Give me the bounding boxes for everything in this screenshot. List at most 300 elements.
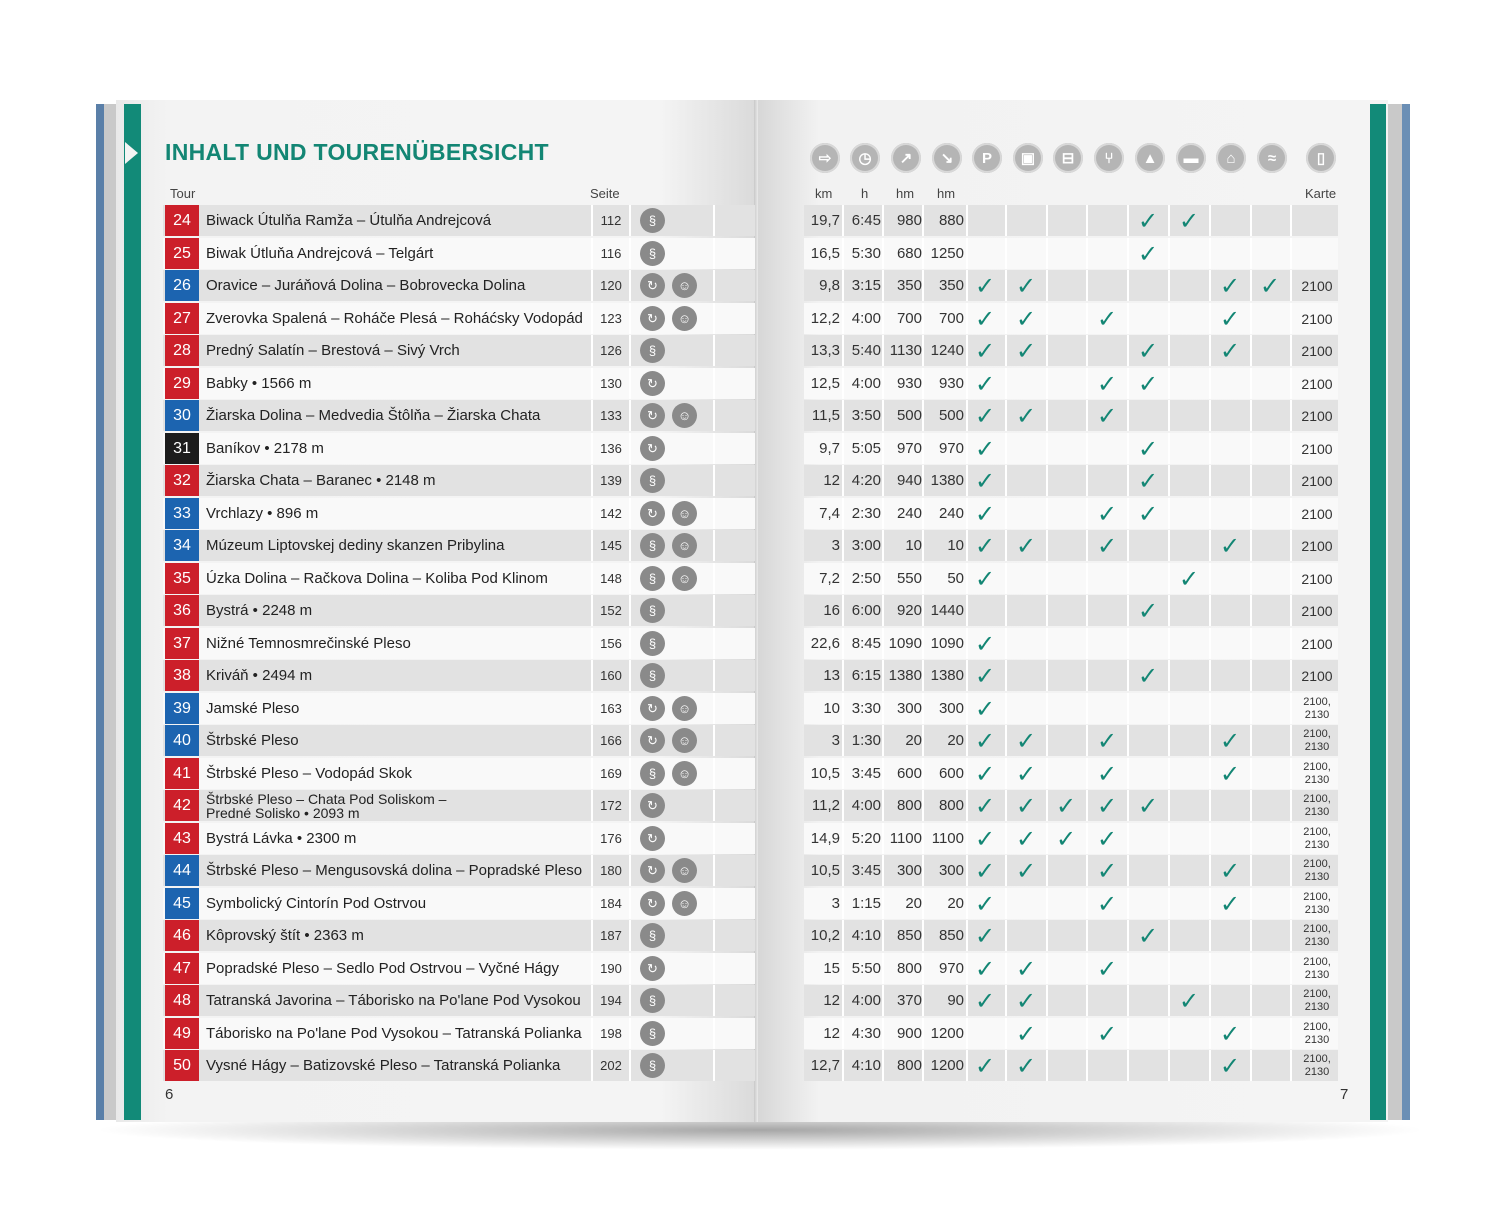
col-divider (1290, 823, 1292, 854)
col-divider (1250, 400, 1252, 431)
check-icon: ✓ (1137, 434, 1159, 463)
col-hm-up-header: hm (896, 186, 915, 201)
col-divider (1250, 693, 1252, 724)
col-divider (1046, 335, 1048, 366)
col-divider (842, 303, 844, 334)
linear-tour-icon: § (640, 533, 665, 558)
col-divider (1250, 1050, 1252, 1081)
col-divider (1290, 855, 1292, 886)
tour-page: 172 (591, 790, 631, 821)
tour-up: 800 (896, 797, 922, 814)
col-divider (882, 563, 884, 594)
tour-row[interactable] (163, 530, 755, 561)
clock-icon: ◷ (850, 143, 880, 173)
col-divider (966, 1018, 968, 1049)
tour-row[interactable] (163, 823, 755, 854)
col-divider (1127, 1050, 1129, 1081)
linear-tour-icon: § (640, 663, 665, 688)
col-divider (842, 270, 844, 301)
col-divider (1005, 238, 1007, 269)
col-divider (1005, 498, 1007, 529)
tour-stats-row (804, 563, 1338, 594)
col-divider (1290, 790, 1292, 821)
loop-tour-icon: ↻ (640, 501, 665, 526)
tour-up: 20 (905, 895, 922, 912)
col-divider (842, 920, 844, 951)
loop-tour-icon: ↻ (640, 403, 665, 428)
col-divider (1086, 270, 1088, 301)
col-divider (882, 725, 884, 756)
tour-stats-row (804, 725, 1338, 756)
tour-up: 240 (896, 505, 922, 522)
tour-stats-row (804, 823, 1338, 854)
family-tour-icon: ☺ (672, 891, 697, 916)
tour-name: Symbolický Cintorín Pod Ostrvou (206, 895, 427, 912)
col-divider (1168, 823, 1170, 854)
col-divider (842, 498, 844, 529)
tour-h: 4:30 (851, 1025, 881, 1042)
col-divider (1168, 238, 1170, 269)
col-divider (1046, 433, 1048, 464)
col-divider (1127, 953, 1129, 984)
tour-number: 29 (165, 368, 199, 399)
col-divider (1046, 205, 1048, 236)
col-divider (842, 1018, 844, 1049)
tour-map: 2100 (1301, 375, 1333, 392)
col-divider (1209, 433, 1211, 464)
tour-h: 3:45 (851, 765, 881, 782)
tour-name: Žiarska Dolina – Medvedia Štôlňa – Žiarska Chata (206, 407, 541, 424)
col-divider (1127, 758, 1129, 789)
tour-up: 1130 (889, 342, 922, 359)
descent-icon: ↘ (932, 143, 962, 173)
col-divider (882, 693, 884, 724)
col-divider (1209, 238, 1211, 269)
tour-km: 13,3 (810, 342, 840, 359)
col-divider (1168, 270, 1170, 301)
tour-number: 45 (165, 888, 199, 919)
tour-down: 970 (938, 960, 964, 977)
check-icon: ✓ (1178, 986, 1200, 1015)
map-icon: ▯ (1306, 143, 1336, 173)
col-divider (1046, 498, 1048, 529)
col-divider (1086, 433, 1088, 464)
col-divider (1005, 888, 1007, 919)
tour-page: 142 (591, 498, 631, 529)
col-divider (1046, 953, 1048, 984)
col-divider (1127, 530, 1129, 561)
tour-stats-row (804, 238, 1338, 269)
tour-km: 11,2 (811, 797, 840, 814)
col-divider (1209, 205, 1211, 236)
col-divider (922, 238, 924, 269)
check-icon: ✓ (1137, 206, 1159, 235)
col-divider (1209, 465, 1211, 496)
col-divider (842, 335, 844, 366)
col-divider (1168, 920, 1170, 951)
tour-h: 5:30 (851, 245, 881, 262)
col-divider (1168, 855, 1170, 886)
row-divider (713, 530, 715, 561)
tour-map: 2100 (1301, 440, 1333, 457)
col-divider (1086, 238, 1088, 269)
family-tour-icon: ☺ (672, 273, 697, 298)
check-icon: ✓ (974, 369, 996, 398)
check-icon: ✓ (1219, 531, 1241, 560)
tour-name: Biwak Útluňa Andrejcová – Telgárt (206, 245, 434, 262)
col-divider (1290, 400, 1292, 431)
tour-h: 4:00 (851, 992, 881, 1009)
cable-car-icon: ⊟ (1053, 143, 1083, 173)
tour-row[interactable] (163, 953, 755, 984)
col-tour-header: Tour (170, 186, 196, 201)
col-divider (1250, 758, 1252, 789)
col-divider (922, 498, 924, 529)
col-divider (1290, 628, 1292, 659)
col-divider (1168, 368, 1170, 399)
tour-stats-row (804, 498, 1338, 529)
col-divider (1086, 1050, 1088, 1081)
tour-map: 2100, 2130 (1303, 1052, 1331, 1078)
col-divider (1290, 563, 1292, 594)
col-divider (1127, 693, 1129, 724)
tour-name: Biwack Útulňa Ramža – Útulňa Andrejcová (206, 212, 492, 229)
tour-row[interactable] (163, 238, 755, 269)
col-divider (922, 628, 924, 659)
check-icon: ✓ (974, 1051, 996, 1080)
tour-row[interactable] (163, 335, 755, 366)
col-divider (1250, 433, 1252, 464)
tour-row[interactable] (163, 465, 755, 496)
col-divider (1086, 628, 1088, 659)
tour-row[interactable] (163, 855, 755, 886)
check-icon: ✓ (974, 759, 996, 788)
col-divider (1209, 400, 1211, 431)
col-divider (922, 985, 924, 1016)
col-divider (842, 855, 844, 886)
tour-row[interactable] (163, 433, 755, 464)
tour-row[interactable] (163, 985, 755, 1016)
loop-tour-icon: ↻ (640, 891, 665, 916)
tour-stats-row (804, 953, 1338, 984)
col-divider (1127, 628, 1129, 659)
check-icon: ✓ (974, 336, 996, 365)
tour-down: 970 (938, 440, 964, 457)
col-divider (882, 433, 884, 464)
col-divider (842, 758, 844, 789)
tour-km: 10,2 (810, 927, 840, 944)
tour-km: 12,7 (810, 1057, 840, 1074)
tour-page: 163 (591, 693, 631, 724)
tour-row[interactable] (163, 563, 755, 594)
tour-page: 198 (591, 1018, 631, 1049)
family-tour-icon: ☺ (672, 728, 697, 753)
tour-row[interactable] (163, 400, 755, 431)
col-divider (922, 823, 924, 854)
tour-km: 10 (823, 700, 840, 717)
col-divider (922, 953, 924, 984)
tour-row[interactable] (163, 1018, 755, 1049)
check-icon: ✓ (1137, 791, 1159, 820)
tour-up: 300 (896, 862, 922, 879)
check-icon: ✓ (1015, 401, 1037, 430)
col-divider (922, 270, 924, 301)
tour-row[interactable] (163, 303, 755, 334)
linear-tour-icon: § (640, 631, 665, 656)
tour-h: 6:00 (851, 602, 881, 619)
col-divider (1046, 725, 1048, 756)
check-icon: ✓ (974, 466, 996, 495)
tour-number: 43 (165, 823, 199, 854)
col-divider (1046, 303, 1048, 334)
col-divider (1046, 368, 1048, 399)
col-divider (1250, 303, 1252, 334)
col-divider (1127, 888, 1129, 919)
check-icon: ✓ (1137, 336, 1159, 365)
tour-stats-row (804, 400, 1338, 431)
col-divider (1127, 855, 1129, 886)
row-divider (713, 725, 715, 756)
family-tour-icon: ☺ (672, 533, 697, 558)
col-divider (1127, 1018, 1129, 1049)
check-icon: ✓ (1096, 759, 1118, 788)
family-tour-icon: ☺ (672, 696, 697, 721)
check-icon: ✓ (1219, 856, 1241, 885)
tour-map: 2100, 2130 (1303, 695, 1331, 721)
tour-name: Oravice – Juráňová Dolina – Bobrovecka Dolina (206, 277, 526, 294)
row-divider (713, 238, 715, 269)
tour-down: 500 (938, 407, 964, 424)
tour-row[interactable] (163, 660, 755, 691)
tour-row[interactable] (163, 368, 755, 399)
tour-page: 116 (591, 238, 631, 269)
tour-map: 2100, 2130 (1303, 792, 1331, 818)
col-divider (1209, 920, 1211, 951)
row-divider (713, 595, 715, 626)
col-divider (1209, 660, 1211, 691)
tour-down: 20 (947, 895, 964, 912)
col-divider (1290, 595, 1292, 626)
tour-down: 850 (938, 927, 964, 944)
col-divider (1250, 530, 1252, 561)
page-number-right: 7 (1340, 1086, 1349, 1103)
check-icon: ✓ (1137, 466, 1159, 495)
tour-down: 20 (947, 732, 964, 749)
tour-h: 5:20 (851, 830, 881, 847)
tour-map: 2100, 2130 (1303, 727, 1331, 753)
col-divider (882, 1050, 884, 1081)
tour-h: 4:00 (851, 797, 881, 814)
tour-h: 8:45 (851, 635, 881, 652)
tour-number: 25 (165, 238, 199, 269)
tour-name: Táborisko na Po'lane Pod Vysokou – Tatranská Polianka (206, 1025, 582, 1042)
col-divider (1250, 920, 1252, 951)
linear-tour-icon: § (640, 338, 665, 363)
tour-row[interactable] (163, 790, 755, 821)
tour-stats-row (804, 270, 1338, 301)
col-divider (922, 888, 924, 919)
check-icon: ✓ (1137, 499, 1159, 528)
tour-stats-row (804, 888, 1338, 919)
tour-number: 26 (165, 270, 199, 301)
col-divider (882, 823, 884, 854)
tour-row[interactable] (163, 693, 755, 724)
tour-stats-row (804, 855, 1338, 886)
check-icon: ✓ (1096, 856, 1118, 885)
col-divider (842, 563, 844, 594)
tour-km: 13 (823, 667, 840, 684)
tour-km: 10,5 (810, 862, 840, 879)
tour-map: 2100 (1301, 537, 1333, 554)
col-divider (1046, 920, 1048, 951)
tour-number: 28 (165, 335, 199, 366)
tour-up: 350 (896, 277, 922, 294)
col-divider (882, 530, 884, 561)
tour-row[interactable] (163, 498, 755, 529)
col-divider (1168, 758, 1170, 789)
col-divider (1086, 985, 1088, 1016)
tour-h: 5:40 (851, 342, 881, 359)
col-divider (1168, 1050, 1170, 1081)
tour-name: Úzka Dolina – Račkova Dolina – Koliba Pod Klinom (206, 570, 548, 587)
loop-tour-icon: ↻ (640, 436, 665, 461)
check-icon: ✓ (1015, 856, 1037, 885)
check-icon: ✓ (1096, 791, 1118, 820)
tour-number: 32 (165, 465, 199, 496)
col-divider (882, 1018, 884, 1049)
col-divider (1290, 693, 1292, 724)
col-divider (1250, 1018, 1252, 1049)
col-divider (1168, 303, 1170, 334)
tour-page: 152 (591, 595, 631, 626)
check-icon: ✓ (1096, 889, 1118, 918)
check-icon: ✓ (974, 856, 996, 885)
tour-down: 50 (947, 570, 964, 587)
tour-row[interactable] (163, 1050, 755, 1081)
col-divider (1290, 498, 1292, 529)
tour-number: 46 (165, 920, 199, 951)
tour-h: 2:30 (851, 505, 881, 522)
loop-tour-icon: ↻ (640, 371, 665, 396)
col-divider (966, 238, 968, 269)
col-divider (1005, 368, 1007, 399)
col-divider (1127, 823, 1129, 854)
tour-map: 2100, 2130 (1303, 857, 1331, 883)
check-icon: ✓ (1015, 304, 1037, 333)
tour-page: 133 (591, 400, 631, 431)
tour-up: 800 (896, 1057, 922, 1074)
col-divider (882, 595, 884, 626)
col-divider (1086, 595, 1088, 626)
tour-stats-row (804, 465, 1338, 496)
tour-km: 3 (831, 895, 840, 912)
col-divider (1168, 498, 1170, 529)
col-divider (882, 335, 884, 366)
title-arrow-icon (125, 142, 138, 164)
col-divider (1046, 660, 1048, 691)
tour-row[interactable] (163, 270, 755, 301)
tour-up: 930 (896, 375, 922, 392)
tour-number: 47 (165, 953, 199, 984)
tour-name (206, 790, 446, 821)
tour-row[interactable] (163, 205, 755, 236)
col-divider (1209, 953, 1211, 984)
col-divider (1086, 660, 1088, 691)
tour-stats-row (804, 303, 1338, 334)
check-icon: ✓ (974, 824, 996, 853)
tour-map: 2100 (1301, 342, 1333, 359)
tour-page: 126 (591, 335, 631, 366)
col-divider (1209, 368, 1211, 399)
tour-stats-row (804, 985, 1338, 1016)
tour-row[interactable] (163, 595, 755, 626)
loop-tour-icon: ↻ (640, 858, 665, 883)
check-icon: ✓ (1096, 531, 1118, 560)
tour-name: Kôprovský štít • 2363 m (206, 927, 364, 944)
col-divider (1290, 660, 1292, 691)
col-divider (882, 498, 884, 529)
check-icon: ✓ (1015, 759, 1037, 788)
col-divider (1168, 660, 1170, 691)
col-divider (1168, 888, 1170, 919)
tour-row[interactable] (163, 725, 755, 756)
check-icon: ✓ (974, 986, 996, 1015)
tour-page: 202 (591, 1050, 631, 1081)
tour-up: 700 (896, 310, 922, 327)
check-icon: ✓ (974, 954, 996, 983)
tour-row[interactable] (163, 628, 755, 659)
col-divider (1250, 335, 1252, 366)
tour-row[interactable] (163, 920, 755, 951)
linear-tour-icon: § (640, 988, 665, 1013)
col-divider (1290, 1018, 1292, 1049)
col-divider (882, 758, 884, 789)
col-hm-down-header: hm (937, 186, 956, 201)
tour-name: Predný Salatín – Brestová – Sivý Vrch (206, 342, 460, 359)
col-divider (1086, 335, 1088, 366)
check-icon: ✓ (974, 434, 996, 463)
tour-name: Vrchlazy • 896 m (206, 505, 319, 522)
tour-page: 130 (591, 368, 631, 399)
col-divider (842, 595, 844, 626)
col-divider (1290, 530, 1292, 561)
col-divider (1250, 660, 1252, 691)
tour-row[interactable] (163, 758, 755, 789)
tour-name: Štrbské Pleso – Vodopád Skok (206, 765, 412, 782)
family-tour-icon: ☺ (672, 761, 697, 786)
tour-h: 4:00 (851, 375, 881, 392)
loop-tour-icon: ↻ (640, 306, 665, 331)
check-icon: ✓ (974, 661, 996, 690)
book-pages-right (1388, 104, 1402, 1120)
loop-tour-icon: ↻ (640, 696, 665, 721)
tour-stats-row (804, 1018, 1338, 1049)
tour-row[interactable] (163, 888, 755, 919)
row-divider (713, 1050, 715, 1081)
col-divider (1086, 563, 1088, 594)
tour-stats-row (804, 920, 1338, 951)
tour-up: 370 (896, 992, 922, 1009)
tour-page: 148 (591, 563, 631, 594)
col-divider (1046, 595, 1048, 626)
col-divider (1290, 953, 1292, 984)
tour-number: 38 (165, 660, 199, 691)
col-divider (882, 270, 884, 301)
tour-up: 680 (896, 245, 922, 262)
tour-h: 4:20 (851, 472, 881, 489)
tour-name: Baníkov • 2178 m (206, 440, 324, 457)
check-icon: ✓ (1259, 271, 1281, 300)
